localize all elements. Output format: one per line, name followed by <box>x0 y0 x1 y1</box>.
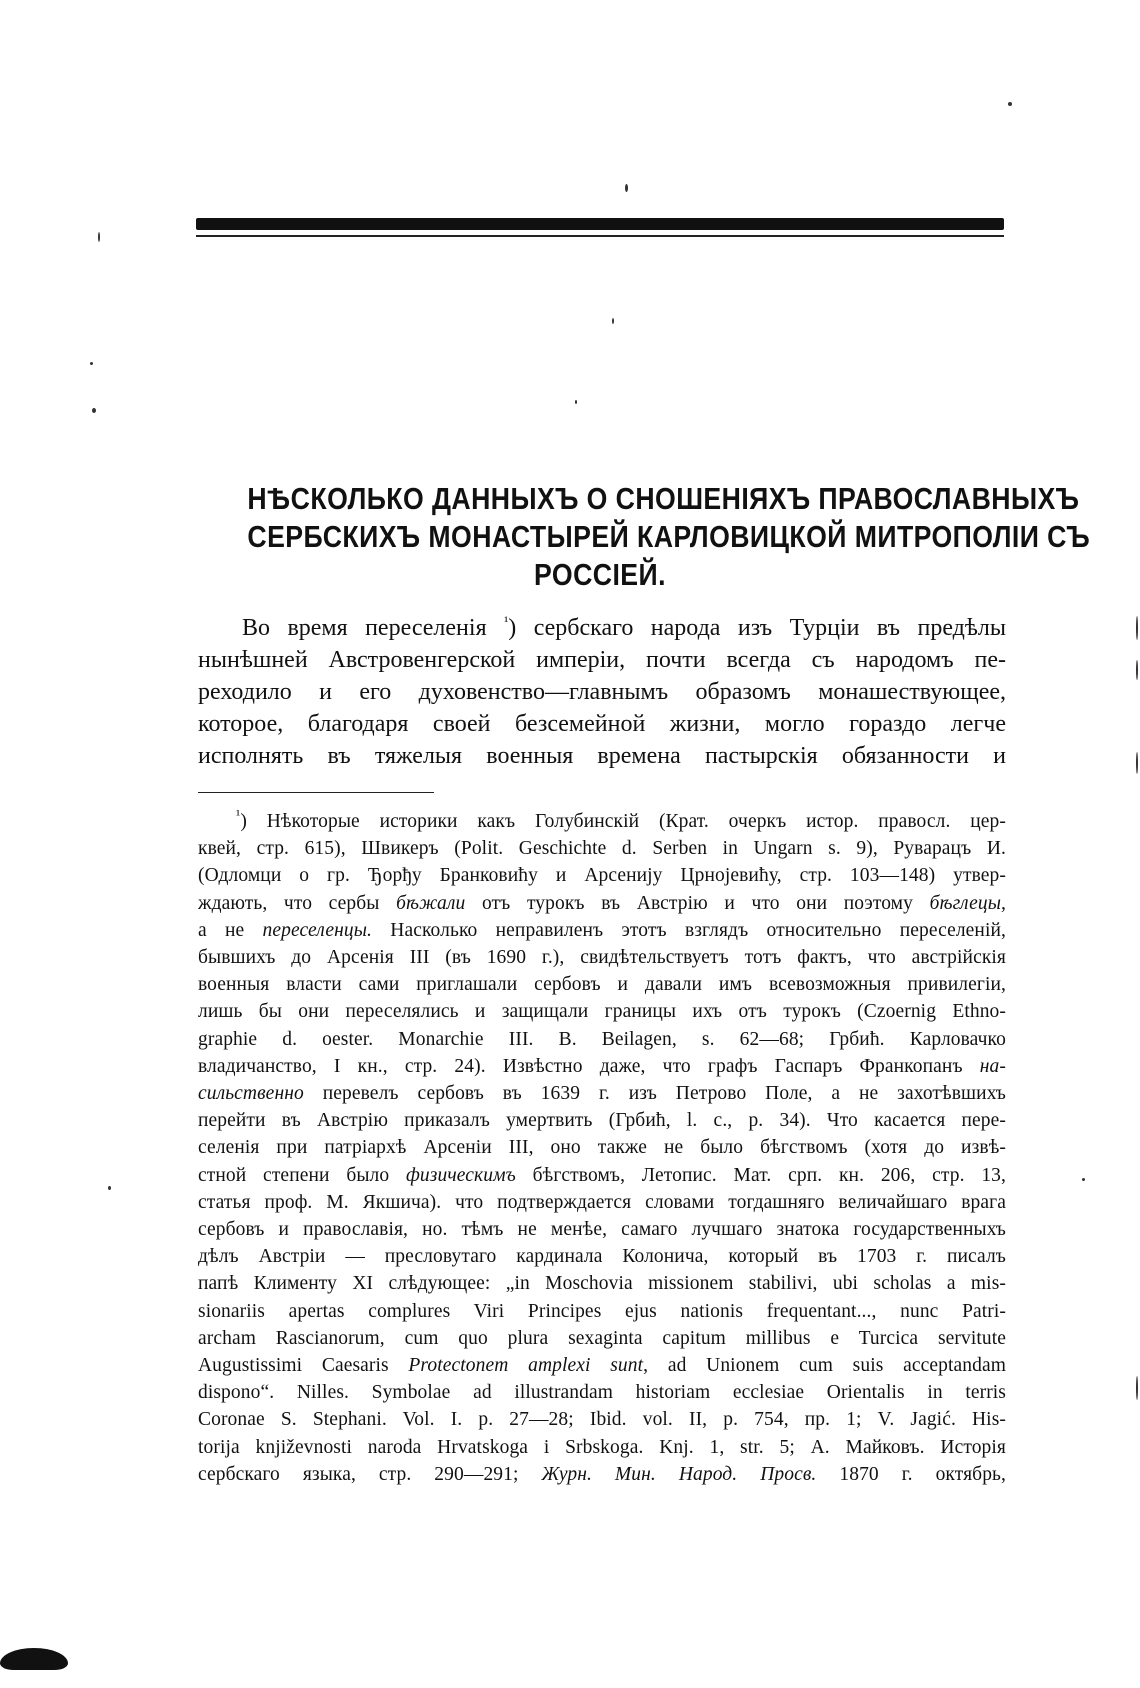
footnote-reference: ¹ <box>504 615 509 630</box>
body-line-1-end: ) сербскаго народа изъ Турціи въ предѣлы <box>508 615 1006 641</box>
footnote-text: а не <box>198 919 263 941</box>
footnote-line: квей, стр. 615), Швикеръ (Polit. Geschichte d. Serben in Ungarn s. 9), Руварацъ И. <box>198 838 1006 860</box>
footnote-line: папѣ Клименту XI слѣдующее: „in Moschovia missionem stabilivi, ubi scholas a mis- <box>198 1273 1006 1295</box>
scan-speck <box>612 318 614 324</box>
title-line-3: РОССІЕЙ. <box>534 557 666 592</box>
header-rule-thin <box>196 235 1004 237</box>
footnote-line: сербовъ и православія, но. тѣмъ не менѣе, самаго лучшаго знатока государственныхъ <box>198 1219 1006 1241</box>
footnote-italic: физическимъ <box>405 1164 516 1186</box>
footnote-line <box>198 890 1006 917</box>
article-title <box>247 480 1091 594</box>
footnote-line: перейти въ Австрію приказалъ умертвить (Грбић, l. c., р. 34). Что касается пере- <box>198 1110 1006 1132</box>
body-line-2: нынѣшней Австровенгерской имперіи, почти всегда съ народомъ пе- <box>198 647 1006 673</box>
footnote-text: отъ турокъ въ Австрію и что они поэтому <box>465 892 930 914</box>
body-line-4: которое, благодаря своей безсемейной жизни, могло гораздо легче <box>198 711 1006 737</box>
footnote-text: сербскаго языка, стр. 290—291; <box>198 1463 542 1485</box>
footnote-italic: сильственно <box>198 1083 304 1105</box>
ink-blot <box>0 1648 68 1670</box>
footnote-line <box>198 1461 1006 1488</box>
footnote-line <box>198 1080 1006 1107</box>
footnote-text: ждають, что сербы <box>198 892 397 914</box>
footnote-text: владичанство, I кн., стр. 24). Извѣстно даже, что графъ Гаспаръ Франкопанъ <box>198 1055 980 1077</box>
scan-speck <box>1136 616 1138 640</box>
title-line-2: СЕРБСКИХЪ МОНАСТЫРЕЙ КАРЛОВИЦКОЙ МИТРОПОЛІИ СЪ <box>247 519 1091 554</box>
footnote-text: 1870 г. октябрь, <box>816 1463 1007 1485</box>
body-line-1 <box>198 612 1006 644</box>
scan-speck <box>1136 1376 1138 1400</box>
footnote-line: селенія при патріархѣ Арсеніи III, оно также не было бѣгствомъ (хотя до извѣ- <box>198 1137 1006 1159</box>
footnote-line <box>198 1162 1006 1189</box>
body-line-3: реходило и его духовенство—главнымъ образомъ монашествующее, <box>198 679 1006 705</box>
footnote-marker: ¹ <box>236 808 241 824</box>
footnote <box>198 808 1006 1488</box>
scan-speck <box>1136 752 1138 774</box>
footnote-line: graphie d. oester. Monarchie III. B. Beilagen, s. 62—68; Грбић. Карловачко <box>198 1028 1006 1050</box>
scan-speck <box>575 400 577 404</box>
footnote-italic: на- <box>979 1055 1006 1077</box>
footnote-line: (Одломци о гр. Ђорђу Бранковићу и Арсенију Црнојевићу, стр. 103—148) утвер- <box>198 865 1006 887</box>
footnote-line: дѣлъ Австріи — пресловутаго кардинала Колонича, который въ 1703 г. писалъ <box>198 1246 1006 1268</box>
footnote-line <box>198 1053 1006 1080</box>
footnote-line: военныя власти сами приглашали сербовъ и давали имъ всевозможныя привилегіи, <box>198 974 1006 996</box>
footnote-line <box>198 808 1006 835</box>
footnote-line: бывшихъ до Арсенія III (въ 1690 г.), свидѣтельствуетъ тотъ фактъ, что австрійскія <box>198 947 1006 969</box>
footnote-text: перевелъ сербовъ въ 1639 г. изъ Петрово Поле, а не захотѣвшихъ <box>303 1083 1006 1105</box>
scan-speck <box>1008 102 1012 106</box>
header-rule <box>196 218 1004 230</box>
footnote-line: torija književnosti naroda Hrvatskoga i Srbskoga. Knj. 1, str. 5; А. Майковъ. Исторія <box>198 1436 1006 1458</box>
scan-speck <box>1136 660 1138 680</box>
footnote-line: archam Rascianorum, cum quo plura sexaginta capitum millibus e Turcica servitute <box>198 1327 1006 1349</box>
footnote-text: Насколько неправиленъ этотъ взглядъ относительно переселеній, <box>372 919 1006 941</box>
footnote-italic: Protectonem amplexi sunt <box>408 1355 644 1377</box>
scan-speck <box>92 408 96 413</box>
scan-speck <box>90 362 93 365</box>
body-line-1-start: Во время переселенія <box>242 615 487 641</box>
footnote-text: , ad Unionem cum suis acceptandam <box>643 1355 1006 1377</box>
body-paragraph <box>198 612 1006 772</box>
body-line-5: исполнять въ тяжелыя военныя времена пастырскія обязанности и <box>198 743 1006 769</box>
footnote-line: статья проф. М. Якшича). что подтверждается словами тогдашняго величайшаго врага <box>198 1191 1006 1213</box>
footnote-line: лишь бы они переселялись и защищали границы ихъ отъ турокъ (Czoernig Ethno- <box>198 1001 1006 1023</box>
footnote-text: стной степени было <box>198 1164 406 1186</box>
footnote-line: sionariis apertas complures Viri Principes ejus nationis frequentant..., nunc Patri- <box>198 1300 1006 1322</box>
scan-speck <box>108 1186 111 1190</box>
footnote-separator <box>198 792 434 793</box>
footnote-line <box>198 917 1006 944</box>
footnote-text: бѣгствомъ, Летопис. Мат. срп. кн. 206, стр. 13, <box>515 1164 1006 1186</box>
footnote-italic: Журн. Мин. Народ. Просв. <box>541 1463 817 1485</box>
title-line-1: НѢСКОЛЬКО ДАННЫХЪ О СНОШЕНІЯХЪ ПРАВОСЛАВНЫХЪ <box>247 481 1080 516</box>
footnote-line <box>198 1352 1006 1379</box>
scan-speck <box>98 232 100 242</box>
footnote-italic: бѣжали <box>396 892 466 914</box>
scan-speck <box>625 184 628 192</box>
footnote-text: ) Нѣкоторые историки какъ Голубинскій (Крат. очеркъ истор. правосл. цер- <box>240 811 1006 832</box>
footnote-italic: переселенцы. <box>262 919 373 941</box>
scan-speck <box>1082 1178 1085 1181</box>
footnote-line: Coronae S. Stephani. Vol. I. p. 27—28; Ibid. vol. II, p. 754, пр. 1; V. Jagić. His- <box>198 1409 1006 1431</box>
footnote-italic: бѣглецы, <box>929 892 1007 914</box>
footnote-line: dispono“. Nilles. Symbolae ad illustrandam historiam ecclesiae Orientalis in terris <box>198 1382 1006 1404</box>
footnote-text: Augustissimi Caesaris <box>198 1355 409 1377</box>
